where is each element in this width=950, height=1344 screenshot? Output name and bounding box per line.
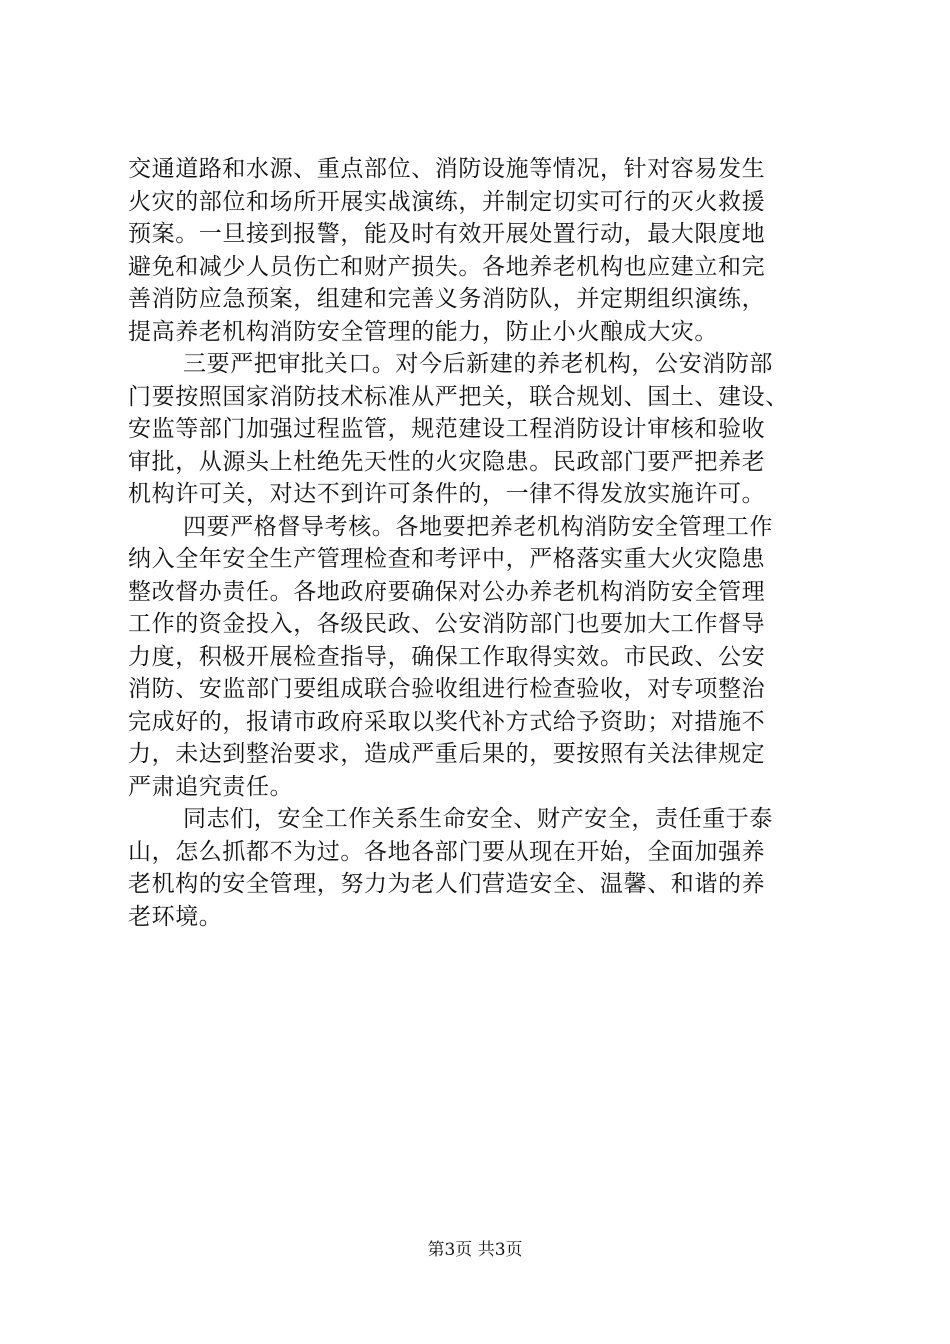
page-number-footer: 第3页 共3页	[427, 1240, 523, 1260]
text-line: 力，未达到整治要求，造成严重后果的，要按照有关法律规定	[128, 741, 766, 767]
text-line: 交通道路和水源、重点部位、消防设施等情况，针对容易发生	[128, 156, 766, 182]
body-text	[128, 153, 848, 933]
paragraph-start-line: 三要严把审批关口。对今后新建的养老机构，公安消防部	[183, 351, 773, 377]
text-line: 老机构的安全管理，努力为老人们营造安全、温馨、和谐的养	[128, 871, 766, 897]
text-line: 纳入全年安全生产管理检查和考评中，严格落实重大火灾隐患	[128, 546, 766, 572]
text-line: 机构许可关，对达不到许可条件的，一律不得发放实施许可。	[128, 481, 766, 507]
text-line: 门要按照国家消防技术标准从严把关，联合规划、国土、建设、	[128, 383, 789, 410]
paragraph-start-line: 四要严格督导考核。各地要把养老机构消防安全管理工作	[183, 513, 773, 540]
text-line: 完成好的，报请市政府采取以奖代补方式给予资助；对措施不	[128, 708, 766, 735]
text-line: 安监等部门加强过程监管，规范建设工程消防设计审核和验收	[128, 416, 766, 442]
text-line: 消防、安监部门要组成联合验收组进行检查验收，对专项整治	[128, 676, 766, 702]
text-line: 严肃追究责任。	[128, 773, 294, 800]
paragraph-start-line: 同志们，安全工作关系生命安全、财产安全，责任重于泰	[183, 806, 773, 832]
text-line: 工作的资金投入，各级民政、公安消防部门也要加大工作督导	[128, 611, 766, 637]
text-line: 预案。一旦接到报警，能及时有效开展处置行动，最大限度地	[128, 221, 766, 247]
text-line: 山，怎么抓都不为过。各地各部门要从现在开始，全面加强养	[128, 838, 766, 865]
text-line: 善消防应急预案，组建和完善义务消防队，并定期组织演练，	[128, 286, 766, 312]
text-line: 提高养老机构消防安全管理的能力，防止小火酿成大灾。	[128, 318, 718, 345]
text-line: 整改督办责任。各地政府要确保对公办养老机构消防安全管理	[128, 578, 766, 605]
text-line: 力度，积极开展检查指导，确保工作取得实效。市民政、公安	[128, 643, 766, 670]
text-line: 避免和减少人员伤亡和财产损失。各地养老机构也应建立和完	[128, 253, 766, 280]
text-line: 老环境。	[128, 903, 223, 930]
text-line: 审批，从源头上杜绝先天性的火灾隐患。民政部门要严把养老	[128, 448, 766, 475]
text-line: 火灾的部位和场所开展实战演练，并制定切实可行的灭火救援	[128, 188, 766, 215]
